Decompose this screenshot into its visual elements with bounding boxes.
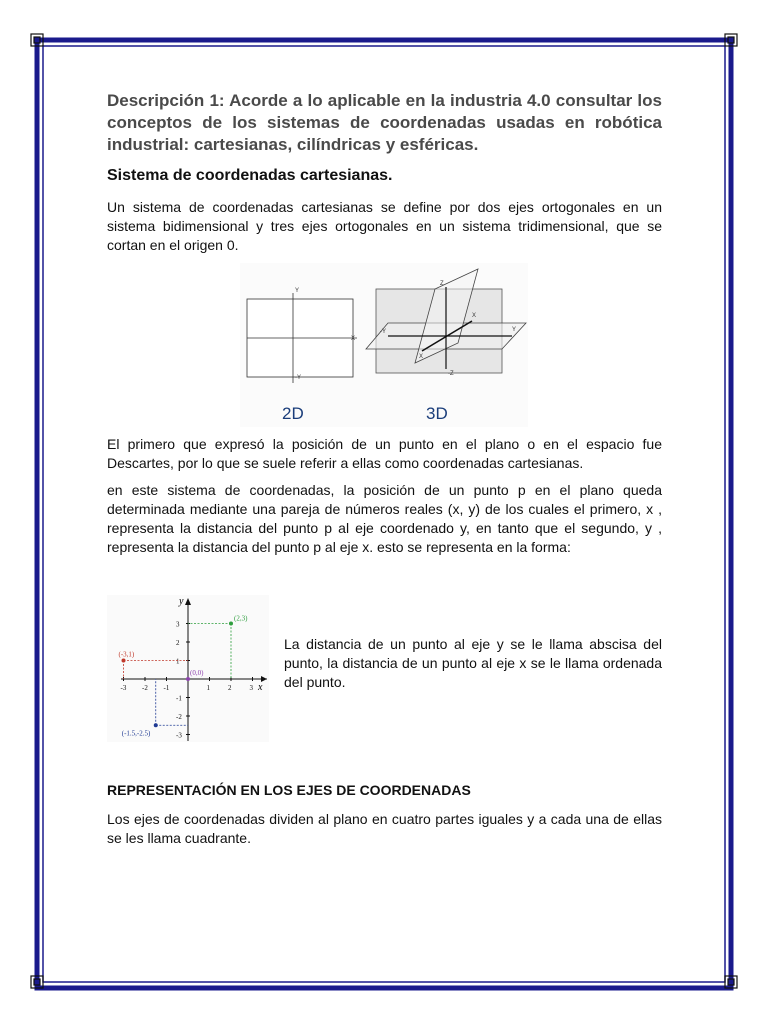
document-title: Descripción 1: Acorde a lo aplicable en la industria 4.0 consultar los conceptos de los sistemas de coordenadas usadas en robótica industrial: cartesianas, cilíndricas y esféricas. (107, 91, 662, 154)
label-2d: 2D (282, 404, 304, 423)
figure-2d-3d-axes (240, 263, 528, 427)
paragraph-descartes: El primero que expresó la posición de un punto en el plano o en el espacio fue Descartes, por lo que se suele referir a ellas como coordenadas cartesianas. (107, 436, 662, 471)
plotted-point (229, 622, 233, 626)
figure-coordinate-plane (107, 595, 269, 742)
y-tick-label: -2 (176, 713, 182, 721)
paragraph-abscissa-ordinate: La distancia de un punto al eje y se le llama abscisa del punto, la distancia de un punto al eje x se le llama ordenada del punto. (284, 636, 662, 690)
y-tick-label: 2 (176, 639, 180, 647)
x-tick-label: -3 (120, 684, 127, 692)
point-label: (0,0) (190, 669, 204, 677)
paragraph-definition: Un sistema de coordenadas cartesianas se define por dos ejes ortogonales en un sistema bidimensional y tres ejes ortogonales en un sistema tridimensional, que se cortan en el origen 0. (107, 199, 662, 253)
paragraph-quadrants: Los ejes de coordenadas dividen al plano en cuatro partes iguales y a cada una de ellas se les llama cuadrante. (107, 811, 662, 846)
plotted-point (122, 659, 126, 663)
document-body (107, 90, 662, 848)
label-3d-x: X (472, 313, 477, 319)
label-3d-neg-x: X (419, 354, 424, 360)
y-tick-label: -1 (176, 694, 182, 703)
section-heading-cartesian: Sistema de coordenadas cartesianas. (107, 167, 393, 184)
label-2d-y: Y (295, 288, 300, 294)
point-label: (2,3) (234, 614, 248, 623)
label-2d-x: X (351, 336, 356, 342)
label-3d-neg-z: -Z (448, 371, 454, 377)
x-tick-label: -2 (142, 684, 148, 692)
y-tick-label: -3 (176, 731, 182, 740)
point-label: (-3,1) (118, 650, 135, 659)
label-3d-y: Y (512, 327, 517, 333)
y-axis-label: y (179, 596, 184, 607)
label-3d-neg-y: -Y (380, 329, 386, 335)
figure-text-row (107, 595, 662, 742)
x-axis-label: x (258, 682, 263, 693)
coordinate-plane-chart (107, 595, 269, 742)
x-tick-label: 3 (249, 684, 253, 692)
paragraph-point-position: en este sistema de coordenadas, la posición de un punto p en el plano queda determinada mediante una pareja de números reales (x, y) de los cuales el primero, x , representa la distancia del punto p al eje coordenado y, en tanto que el segundo, y , representa la distancia del punto p al eje x. esto se representa en la forma: (107, 482, 662, 555)
label-3d-z: Z (440, 281, 444, 287)
axes-diagram (240, 263, 528, 427)
x-tick-label: 1 (206, 684, 210, 692)
y-tick-label: 1 (176, 657, 180, 666)
x-tick-label: 2 (228, 684, 232, 692)
point-label: (-1.5,-2.5) (121, 729, 151, 738)
plotted-point (154, 723, 158, 727)
x-tick-label: -1 (163, 684, 170, 692)
label-2d-neg-y: -Y (295, 375, 301, 381)
plotted-point (186, 677, 190, 681)
label-3d: 3D (426, 404, 448, 423)
section-heading-representation: REPRESENTACIÓN EN LOS EJES DE COORDENADAS (107, 782, 471, 798)
y-tick-label: 3 (176, 620, 180, 629)
